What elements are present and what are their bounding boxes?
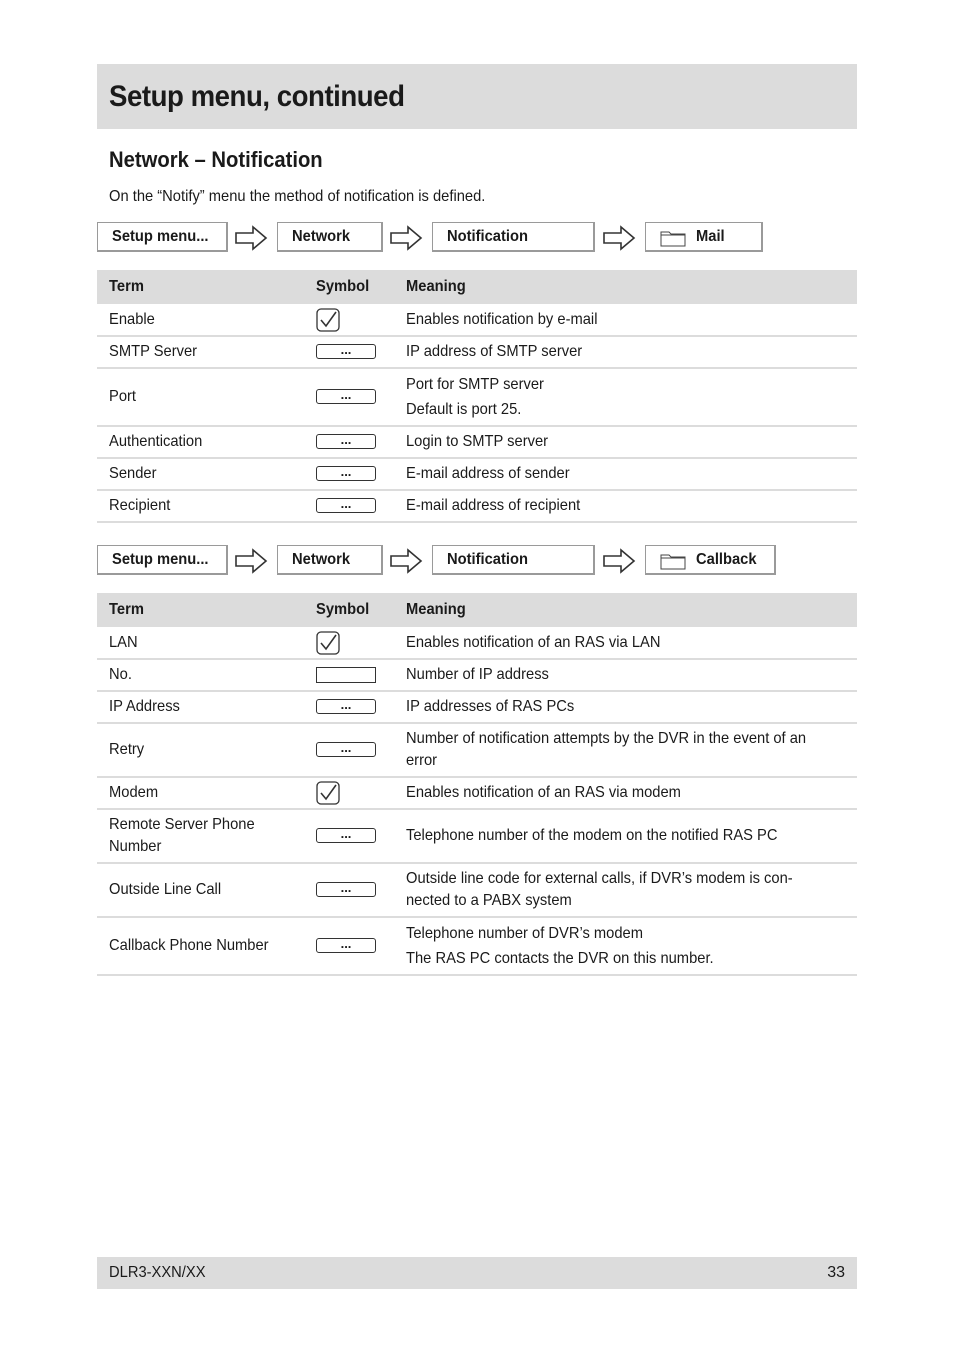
table-header-row — [97, 270, 857, 304]
term-cell: IP Address — [97, 691, 316, 723]
symbol-cell — [316, 368, 406, 426]
input-dots-icon: ... — [316, 742, 376, 757]
crumb-callback: Callback — [645, 545, 776, 575]
symbol-cell — [316, 426, 406, 458]
meaning-cell: Number of IP address — [406, 659, 857, 691]
meaning-cell: Login to SMTP server — [406, 426, 857, 458]
table-row — [97, 659, 857, 691]
term-cell: LAN — [97, 627, 316, 659]
term-cell: Port — [97, 368, 316, 426]
table-row — [97, 490, 857, 522]
folder-icon — [660, 230, 686, 247]
symbol-cell — [316, 809, 406, 863]
symbol-cell — [316, 627, 406, 659]
table-row — [97, 777, 857, 809]
meaning-cell: E-mail address of sender — [406, 458, 857, 490]
input-dots-icon: ... — [316, 389, 376, 404]
table-row — [97, 426, 857, 458]
input-dots-icon: ... — [316, 938, 376, 953]
arrow-right-icon — [602, 548, 636, 574]
footer-bar — [97, 1257, 857, 1289]
crumb-network: Network — [277, 545, 383, 575]
mail-settings-table — [97, 270, 857, 523]
input-dots-icon: ... — [316, 828, 376, 843]
symbol-cell — [316, 336, 406, 368]
table-header-row — [97, 593, 857, 627]
meaning-cell: Port for SMTP server Default is port 25. — [406, 368, 857, 426]
menu-path-mail — [97, 222, 857, 254]
term-cell: Callback Phone Number — [97, 917, 316, 975]
header-term: Term — [97, 270, 316, 304]
input-field-icon — [316, 667, 376, 683]
header-term: Term — [97, 593, 316, 627]
crumb-notification: Notification — [432, 222, 595, 252]
term-cell: Sender — [97, 458, 316, 490]
term-cell: Remote Server Phone Number — [97, 809, 316, 863]
arrow-right-icon — [389, 548, 423, 574]
crumb-setup-menu: Setup menu... — [97, 222, 228, 252]
meaning-cell: IP addresses of RAS PCs — [406, 691, 857, 723]
input-dots-icon: ... — [316, 498, 376, 513]
header-symbol: Symbol — [316, 270, 406, 304]
table-row — [97, 336, 857, 368]
symbol-cell — [316, 458, 406, 490]
meaning-cell: Telephone number of DVR’s modem The RAS PC contacts the DVR on this number. — [406, 917, 857, 975]
folder-icon — [660, 553, 686, 570]
menu-path-callback — [97, 545, 857, 577]
term-cell: Modem — [97, 777, 316, 809]
intro-text: On the “Notify” menu the method of notification is defined. — [109, 188, 486, 205]
term-cell: Authentication — [97, 426, 316, 458]
term-cell: SMTP Server — [97, 336, 316, 368]
page-title: Setup menu, continued — [109, 80, 405, 113]
header-meaning: Meaning — [406, 593, 857, 627]
crumb-mail: Mail — [645, 222, 763, 252]
footer-model: DLR3-XXN/XX — [109, 1264, 206, 1281]
meaning-cell: Enables notification by e-mail — [406, 304, 857, 336]
table-row — [97, 304, 857, 336]
symbol-cell — [316, 659, 406, 691]
symbol-cell — [316, 490, 406, 522]
meaning-cell: E-mail address of recipient — [406, 490, 857, 522]
crumb-network: Network — [277, 222, 383, 252]
input-dots-icon: ... — [316, 344, 376, 359]
arrow-right-icon — [389, 225, 423, 251]
table-row — [97, 368, 857, 426]
input-dots-icon: ... — [316, 434, 376, 449]
symbol-cell — [316, 723, 406, 777]
symbol-cell — [316, 304, 406, 336]
checkbox-checked-icon — [316, 781, 340, 805]
crumb-setup-menu: Setup menu... — [97, 545, 228, 575]
page-number: 33 — [827, 1264, 845, 1281]
arrow-right-icon — [602, 225, 636, 251]
term-cell: Enable — [97, 304, 316, 336]
term-cell: Retry — [97, 723, 316, 777]
symbol-cell — [316, 691, 406, 723]
symbol-cell — [316, 777, 406, 809]
meaning-cell: Enables notification of an RAS via LAN — [406, 627, 857, 659]
meaning-cell: IP address of SMTP server — [406, 336, 857, 368]
section-title: Network – Notification — [109, 147, 323, 172]
input-dots-icon: ... — [316, 699, 376, 714]
arrow-right-icon — [234, 548, 268, 574]
header-meaning: Meaning — [406, 270, 857, 304]
table-row — [97, 863, 857, 917]
meaning-cell: Enables notification of an RAS via modem — [406, 777, 857, 809]
header-symbol: Symbol — [316, 593, 406, 627]
term-cell: Recipient — [97, 490, 316, 522]
checkbox-checked-icon — [316, 308, 340, 332]
table-row — [97, 458, 857, 490]
meaning-cell: Number of notification attempts by the DVR in the event of an error — [406, 723, 857, 777]
meaning-cell: Telephone number of the modem on the notified RAS PC — [406, 809, 857, 863]
table-row — [97, 917, 857, 975]
term-cell: No. — [97, 659, 316, 691]
symbol-cell — [316, 863, 406, 917]
symbol-cell — [316, 917, 406, 975]
crumb-notification: Notification — [432, 545, 595, 575]
term-cell: Outside Line Call — [97, 863, 316, 917]
header-bar — [97, 64, 857, 129]
table-row — [97, 691, 857, 723]
arrow-right-icon — [234, 225, 268, 251]
checkbox-checked-icon — [316, 631, 340, 655]
input-dots-icon: ... — [316, 882, 376, 897]
table-row — [97, 809, 857, 863]
table-row — [97, 627, 857, 659]
meaning-cell: Outside line code for external calls, if DVR’s modem is con- nected to a PABX system — [406, 863, 857, 917]
callback-settings-table — [97, 593, 857, 976]
table-row — [97, 723, 857, 777]
input-dots-icon: ... — [316, 466, 376, 481]
